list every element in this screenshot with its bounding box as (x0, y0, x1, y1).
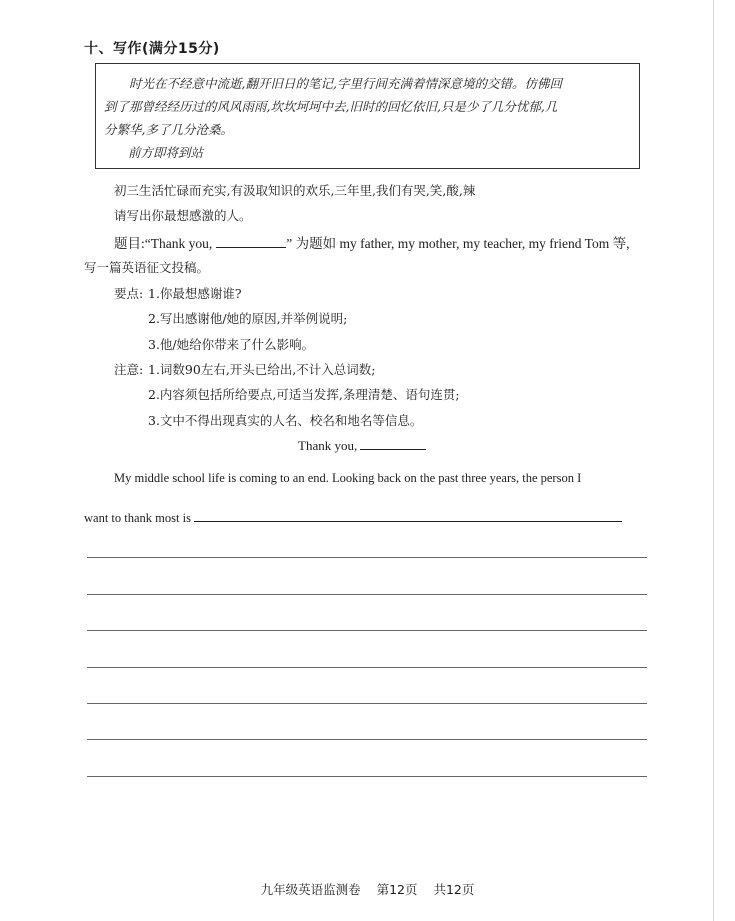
note-2: 2.内容须包括所给要点,可适当发挥,条理清楚、语句连贯; (148, 387, 460, 402)
reading-box (95, 63, 640, 169)
prompt-intro-2: 请写出你最想感激的人。 (114, 208, 252, 223)
footer-exam-name: 九年级英语监测卷 (260, 882, 361, 897)
writing-line[interactable] (87, 630, 647, 631)
writing-line[interactable] (87, 594, 647, 595)
page-footer (0, 880, 735, 898)
topic-blank (216, 235, 286, 248)
essay-title-blank[interactable] (360, 437, 426, 450)
writing-line[interactable] (87, 667, 647, 668)
essay-opening-line-2 (84, 509, 622, 526)
essay-title (298, 437, 426, 454)
prompt-intro-1: 初三生活忙碌而充实,有汲取知识的欢乐,三年里,我们有哭,笑,酸,辣 (114, 183, 476, 198)
prompt-topic-line2: 写一篇英语征文投稿。 (84, 260, 210, 275)
footer-total-pages: 共12页 (433, 882, 475, 897)
box-line-3: 分繁华,多了几分沧桑。 (104, 122, 233, 137)
point-1: 1.你最想感谢谁? (148, 286, 242, 301)
topic-prefix: 题目:“Thank you, (114, 236, 213, 251)
writing-line[interactable] (87, 703, 647, 704)
points-label: 要点: (114, 286, 144, 301)
topic-suffix: ” 为题如 my father, my mother, my teacher, my friend Tom 等, (286, 236, 630, 251)
box-line-4: 前方即将到站 (128, 145, 204, 160)
essay-title-text: Thank you, (298, 438, 358, 453)
writing-line[interactable] (87, 739, 647, 740)
footer-page-number: 第12页 (376, 882, 418, 897)
box-line-1: 时光在不经意中流逝,翻开旧日的笔记,字里行间充满着情深意境的交错。仿佛回 (129, 76, 562, 91)
note-3: 3.文中不得出现真实的人名、校名和地名等信息。 (148, 413, 423, 428)
section-title: 十、写作(满分15分) (84, 41, 220, 57)
writing-line[interactable] (87, 776, 647, 777)
writing-line[interactable] (87, 557, 647, 558)
notes-label: 注意: (114, 362, 144, 377)
essay-opening-line-1: My middle school life is coming to an end. Looking back on the past three years, the person I (114, 471, 582, 485)
point-2: 2.写出感谢他/她的原因,并举例说明; (148, 311, 348, 326)
essay-answer-blank[interactable] (194, 509, 622, 522)
prompt-topic (114, 232, 629, 252)
essay-opening-text: want to thank most is (84, 511, 191, 525)
point-3: 3.他/她给你带来了什么影响。 (148, 337, 315, 352)
box-line-2: 到了那曾经经历过的风风雨雨,坎坎坷坷中去,旧时的回忆依旧,只是少了几分忧郁,几 (104, 99, 558, 114)
note-1: 1.词数90左右,开头已给出,不计入总词数; (148, 362, 376, 377)
page-edge-divider (713, 0, 714, 921)
